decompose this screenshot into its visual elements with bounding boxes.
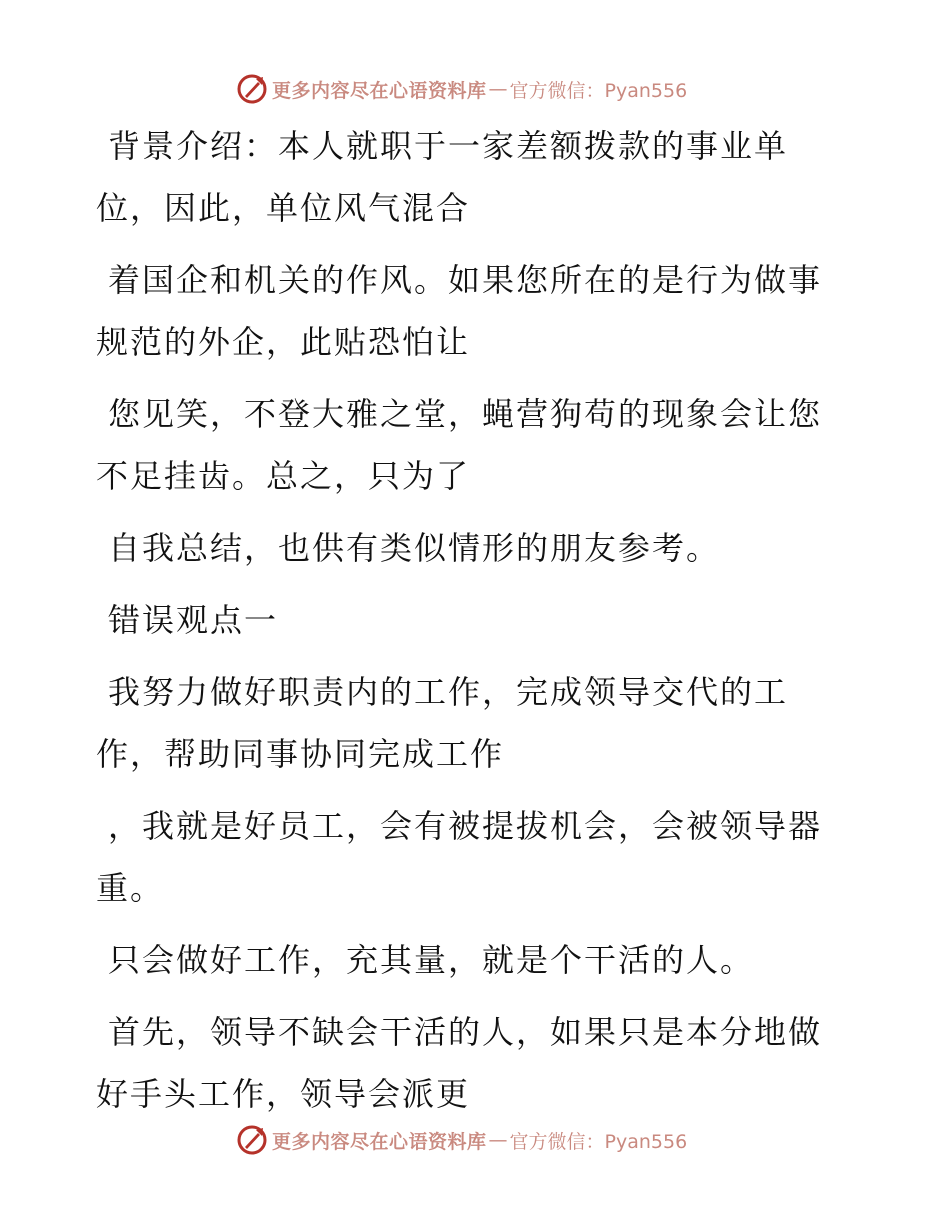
paragraph: 我努力做好职责内的工作，完成领导交代的工作，帮助同事协同完成工作 xyxy=(96,673,789,773)
footer-banner-text: 更多内容尽在心语资料库 xyxy=(272,1130,487,1153)
header-wechat-text: 官方微信：Pyan556 xyxy=(509,79,688,102)
section-heading: 错误观点一 xyxy=(108,601,279,639)
paragraph: 首先，领导不缺会干活的人，如果只是本分地做好手头工作，领导会派更 xyxy=(96,1013,823,1113)
paragraph: 只会做好工作，充其量，就是个干活的人。 xyxy=(108,941,755,979)
paragraph: 背景介绍：本人就职于一家差额拨款的事业单位，因此，单位风气混合 xyxy=(96,127,789,227)
paragraph: 着国企和机关的作风。如果您所在的是行为做事规范的外企，此贴恐怕让 xyxy=(96,261,823,361)
quill-seal-logo-icon xyxy=(236,1124,268,1156)
document-body xyxy=(96,115,836,1135)
footer-banner-dash: — xyxy=(488,1129,508,1151)
paragraph: 您见笑，不登大雅之堂，蝇营狗苟的现象会让您不足挂齿。总之，只为了 xyxy=(96,395,823,495)
header-banner-text: 更多内容尽在心语资料库 xyxy=(272,79,487,102)
footer-banner xyxy=(236,1123,687,1157)
header-banner-dash: — xyxy=(488,78,508,100)
footer-wechat-text: 官方微信：Pyan556 xyxy=(509,1130,688,1153)
paragraph: ，我就是好员工，会有被提拔机会，会被领导器重。 xyxy=(96,807,823,907)
header-banner xyxy=(236,72,687,106)
quill-seal-logo-icon xyxy=(236,73,268,105)
paragraph: 自我总结，也供有类似情形的朋友参考。 xyxy=(108,529,721,567)
